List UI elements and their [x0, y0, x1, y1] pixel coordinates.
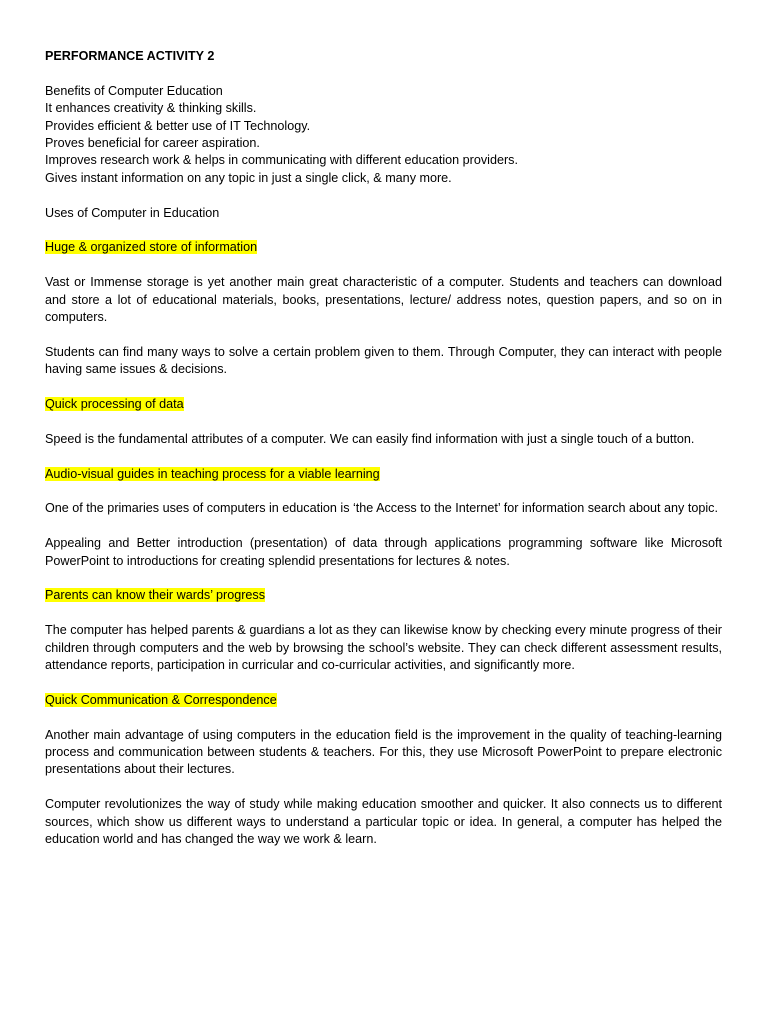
benefit-item: Improves research work & helps in communicating with different education providers.: [45, 153, 518, 168]
highlighted-heading-text: Huge & organized store of information: [45, 240, 258, 255]
highlighted-heading-text: Quick processing of data: [45, 397, 184, 412]
highlighted-heading-text: Parents can know their wards’ progress: [45, 588, 266, 603]
highlighted-heading-text: Quick Communication & Correspondence: [45, 692, 277, 707]
section-heading: [45, 692, 722, 709]
highlighted-heading-text: Audio-visual guides in teaching process for a viable learning: [45, 466, 380, 481]
section-paragraph: Appealing and Better introduction (presentation) of data through applications programming software like Microsoft PowerPoint to introductions for creating splendid presentations for lectures & notes.: [45, 536, 722, 568]
section-heading: [45, 587, 722, 604]
section-paragraph: Speed is the fundamental attributes of a computer. We can easily find information with just a single touch of a button.: [45, 431, 695, 446]
benefits-heading: Benefits of Computer Education: [45, 83, 223, 98]
benefit-item: Provides efficient & better use of IT Technology.: [45, 118, 311, 133]
section-paragraph: Computer revolutionizes the way of study while making education smoother and quicker. It also connects us to different sources, which show us different ways to understand a particular topic or idea. In general, a computer has helped the education world and has changed the way we work & learn.: [45, 797, 722, 847]
benefits-block: [45, 83, 722, 187]
benefit-item: Gives instant information on any topic in just a single click, & many more.: [45, 170, 452, 185]
section-paragraph: Vast or Immense storage is yet another main great characteristic of a computer. Students and teachers can download and store a lot of educational materials, books, presentations, lecture/ address notes, question papers, and so on in computers.: [45, 275, 722, 325]
document-title: PERFORMANCE ACTIVITY 2: [45, 49, 215, 63]
document-page: [45, 48, 722, 866]
section-paragraph: The computer has helped parents & guardians a lot as they can likewise know by checking every minute progress of their children through computers and the web by browsing the school’s website. They can check different assessment results, attendance reports, participation in curricular and co-curricular activities, and significantly more.: [45, 623, 722, 673]
benefit-item: Proves beneficial for career aspiration.: [45, 136, 260, 151]
section-heading: [45, 466, 722, 483]
section-paragraph: One of the primaries uses of computers in education is ‘the Access to the Internet’ for information search about any topic.: [45, 501, 718, 516]
section-paragraph: Another main advantage of using computers in the education field is the improvement in the quality of teaching-learning process and communication between students & teachers. For this, they use Microsoft PowerPoint to prepare electronic presentations about their lectures.: [45, 727, 722, 777]
section-heading: [45, 239, 722, 256]
section-paragraph: Students can find many ways to solve a certain problem given to them. Through Computer, they can interact with people having same issues & decisions.: [45, 344, 722, 377]
uses-heading: Uses of Computer in Education: [45, 205, 220, 220]
benefit-item: It enhances creativity & thinking skills.: [45, 101, 257, 116]
section-heading: [45, 396, 722, 413]
